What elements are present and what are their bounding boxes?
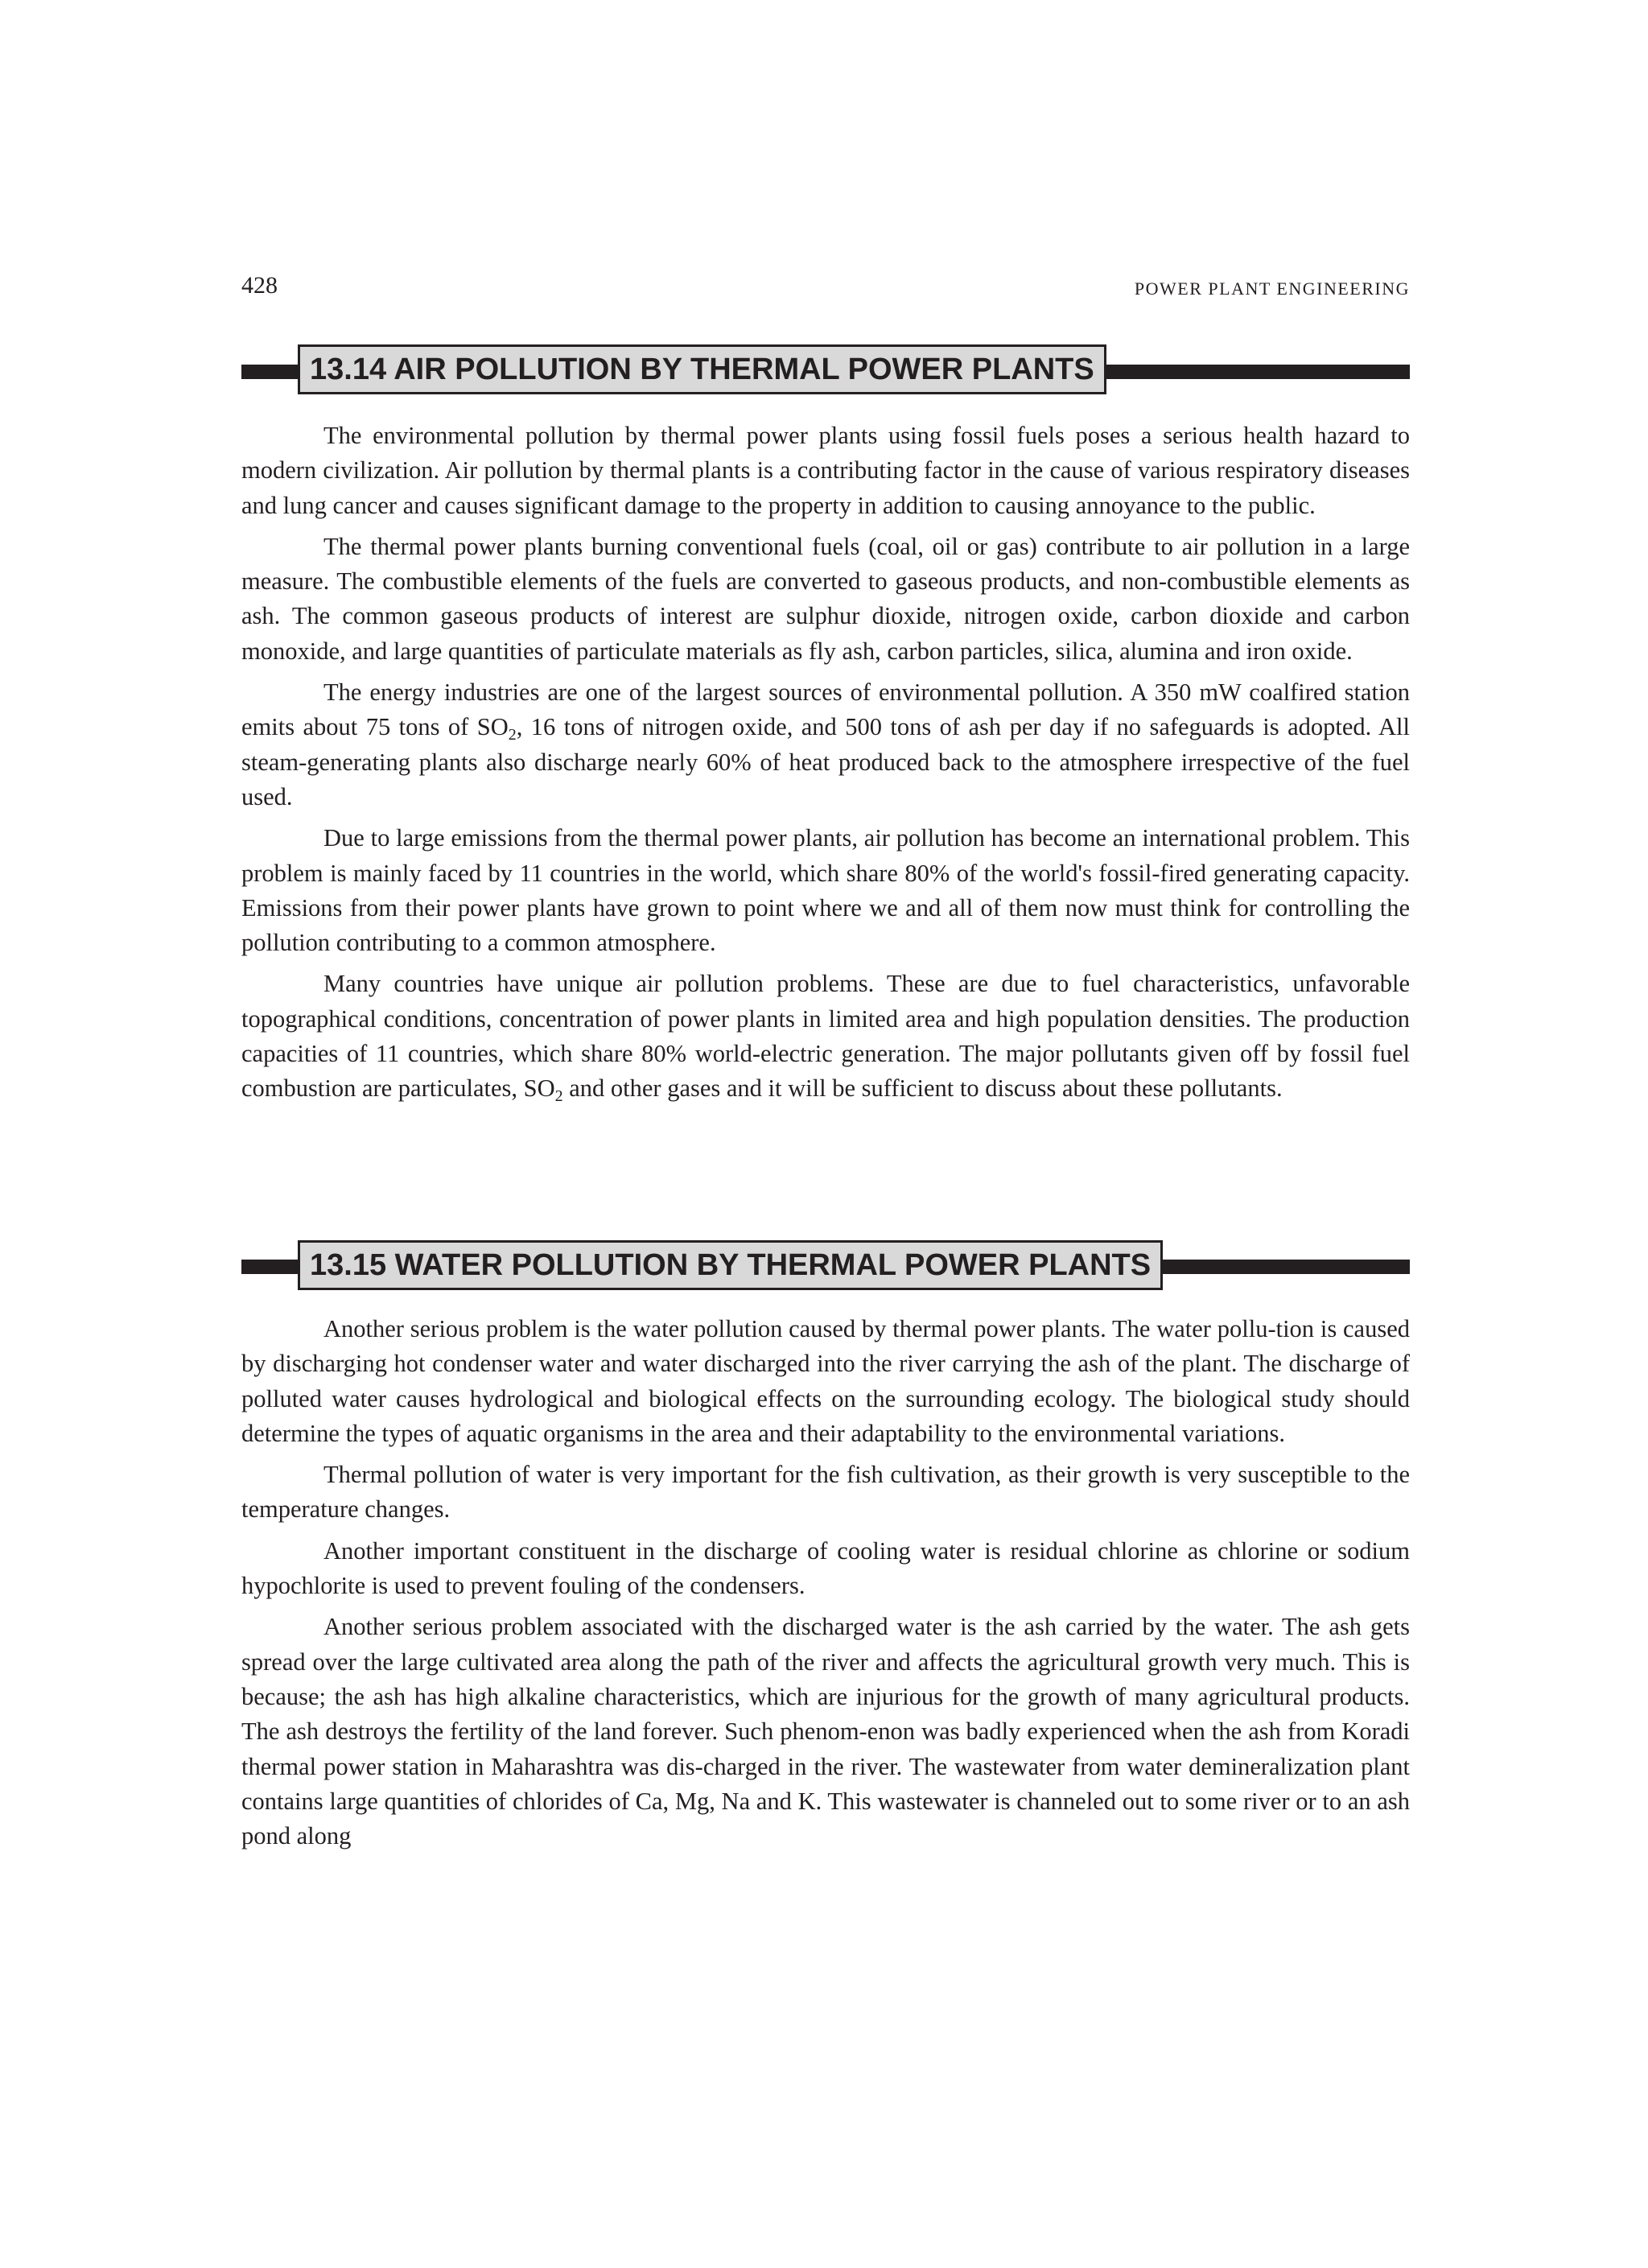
- paragraph: The environmental pollution by thermal power plants using fossil fuels poses a serious health hazard to modern civilization. Air pollution by thermal plants is a contributing factor in the cause of various respiratory diseases and lung cancer and causes significant damage to the property in addition to causing annoyance to the public.: [241, 422, 1410, 519]
- subscript-two: 2: [508, 726, 517, 744]
- paragraph: Thermal pollution of water is very important for the fish cultivation, as their growth is very susceptible to the temperature changes.: [241, 1461, 1410, 1524]
- paragraph: Many countries have unique air pollution problems. These are due to fuel characteristics, unfavorable topographical conditions, concentration of power plants in limited area and high population densities. The production capacities of 11 countries, which share 80% world-electric generation. The major pollutants given off by fossil fuel combustion are particulates, $SO_2$ and other gases and it will be sufficient to discuss about these pollutants.: [241, 970, 1410, 1106]
- section-13-15-body: [241, 1312, 1410, 1860]
- running-head: POWER PLANT ENGINEERING: [1134, 278, 1410, 299]
- paragraph: Another serious problem associated with the discharged water is the ash carried by the water. The ash gets spread over the large cultivated area along the path of the river and affects the agricultural growth very much. This is because; the ash has high alkaline characteristics, which are injurious for the growth of many agricultural products. The ash destroys the fertility of the land forever. Such phenom-enon was badly experienced when the ash from Koradi thermal power station in Maharashtra was dis-charged in the river. The wastewater from water demineralization plant contains large quantities of chlorides of Ca, Mg, Na and K. This wastewater is channeled out to some river or to an ash pond along: [241, 1613, 1410, 1850]
- section-heading-water-pollution: 13.15 WATER POLLUTION BY THERMAL POWER PLANTS: [298, 1240, 1163, 1290]
- section-heading-air-pollution: 13.14 AIR POLLUTION BY THERMAL POWER PLANTS: [298, 344, 1106, 394]
- section-13-14-header: [241, 344, 1410, 394]
- paragraph: Another important constituent in the discharge of cooling water is residual chlorine as chlorine or sodium hypochlorite is used to prevent fouling of the condensers.: [241, 1536, 1410, 1600]
- paragraph: The thermal power plants burning conventional fuels (coal, oil or gas) contribute to air pollution in a large measure. The combustible elements of the fuels are converted to gaseous products, and non-combustible elements as ash. The common gaseous products of interest are sulphur dioxide, nitrogen oxide, carbon dioxide and carbon monoxide, and large quantities of particulate materials as fly ash, carbon particles, silica, alumina and iron oxide.: [241, 532, 1410, 665]
- paragraph: Another serious problem is the water pollution caused by thermal power plants. The water pollu-tion is caused by discharging hot condenser water and water discharged into the river carrying the ash of the plant. The discharge of polluted water causes hydrological and biological effects on the surrounding ecology. The biological study should determine the types of aquatic organisms in the area and their adaptability to the environmental variations.: [241, 1315, 1410, 1447]
- paragraph: Due to large emissions from the thermal power plants, air pollution has become an international problem. This problem is mainly faced by 11 countries in the world, which share 80% of the world's fossil-fired generating capacity. Emissions from their power plants have grown to point where we and all of them now must think for controlling the pollution contributing to a common atmosphere.: [241, 824, 1410, 957]
- section-13-14-body: [241, 419, 1410, 1113]
- paragraph: The energy industries are one of the largest sources of environmental pollution. A 350 mW coalfired station emits about 75 tons of $SO_2$, 16 tons of nitrogen oxide, and 500 tons of ash per day if no safeguards is adopted. All steam-generating plants also discharge nearly 60% of heat produced back to the atmosphere irrespective of the fuel used.: [241, 678, 1410, 810]
- subscript-two: 2: [554, 1087, 563, 1106]
- page-number: 428: [241, 272, 278, 299]
- section-13-15-header: [241, 1240, 1410, 1290]
